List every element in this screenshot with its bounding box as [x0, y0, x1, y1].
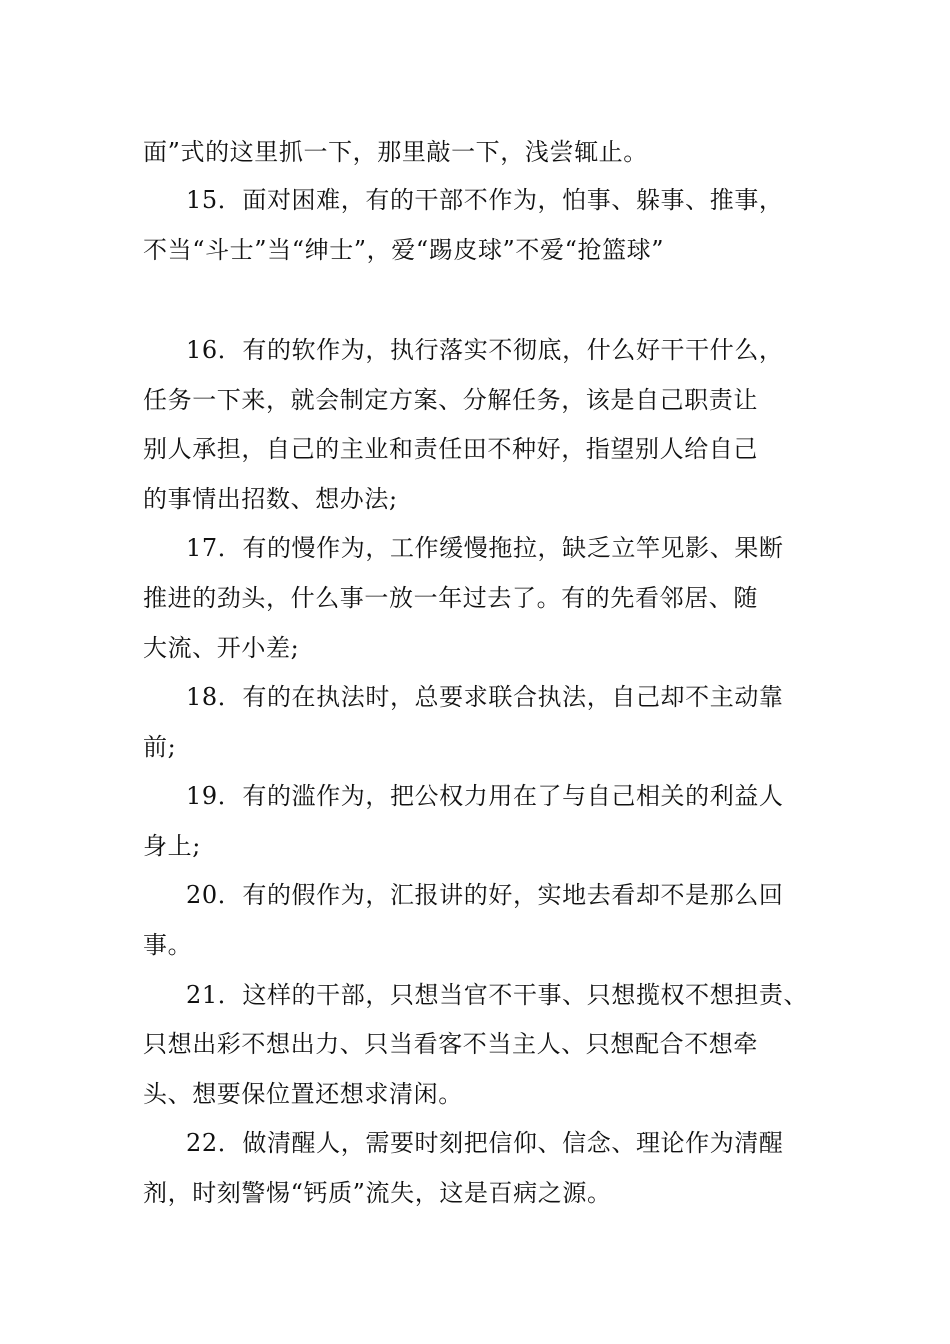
paragraph-18-line-1: 18．有的在执法时，总要求联合执法，自己却不主动靠: [186, 683, 784, 711]
paragraph-19-line-2: 身上;: [143, 832, 201, 860]
paragraph-16-line-3: 别人承担，自己的主业和责任田不种好，指望别人给自己: [143, 435, 758, 463]
paragraph-21-line-1: 21．这样的干部，只想当官不干事、只想揽权不想担责、: [186, 981, 809, 1009]
paragraph-16-line-4: 的事情出招数、想办法;: [143, 485, 398, 513]
paragraph-21-line-2: 只想出彩不想出力、只当看客不当主人、只想配合不想牵: [143, 1030, 758, 1058]
text-line-1: 面”式的这里抓一下，那里敲一下，浅尝辄止。: [143, 138, 648, 166]
paragraph-15-line-1: 15．面对困难，有的干部不作为，怕事、躲事、推事，: [186, 186, 784, 214]
paragraph-17-line-2: 推进的劲头，什么事一放一年过去了。有的先看邻居、随: [143, 584, 758, 612]
paragraph-16-line-1: 16．有的软作为，执行落实不彻底，什么好干干什么，: [186, 336, 784, 364]
paragraph-19-line-1: 19．有的滥作为，把公权力用在了与自己相关的利益人: [186, 782, 784, 810]
paragraph-20-line-1: 20．有的假作为，汇报讲的好，实地去看却不是那么回: [186, 881, 784, 909]
paragraph-18-line-2: 前;: [143, 733, 177, 761]
paragraph-17-line-3: 大流、开小差;: [143, 634, 300, 662]
paragraph-17-line-1: 17．有的慢作为，工作缓慢拖拉，缺乏立竿见影、果断: [186, 534, 784, 562]
paragraph-15-line-2: 不当“斗士”当“绅士”，爱“踢皮球”不爱“抢篮球”: [143, 236, 665, 264]
paragraph-22-line-2: 剂，时刻警惕“钙质”流失，这是百病之源。: [143, 1179, 612, 1207]
paragraph-22-line-1: 22．做清醒人，需要时刻把信仰、信念、理论作为清醒: [186, 1129, 784, 1157]
paragraph-20-line-2: 事。: [143, 931, 193, 959]
paragraph-21-line-3: 头、想要保位置还想求清闲。: [143, 1080, 463, 1108]
paragraph-16-line-2: 任务一下来，就会制定方案、分解任务，该是自己职责让: [143, 386, 758, 414]
